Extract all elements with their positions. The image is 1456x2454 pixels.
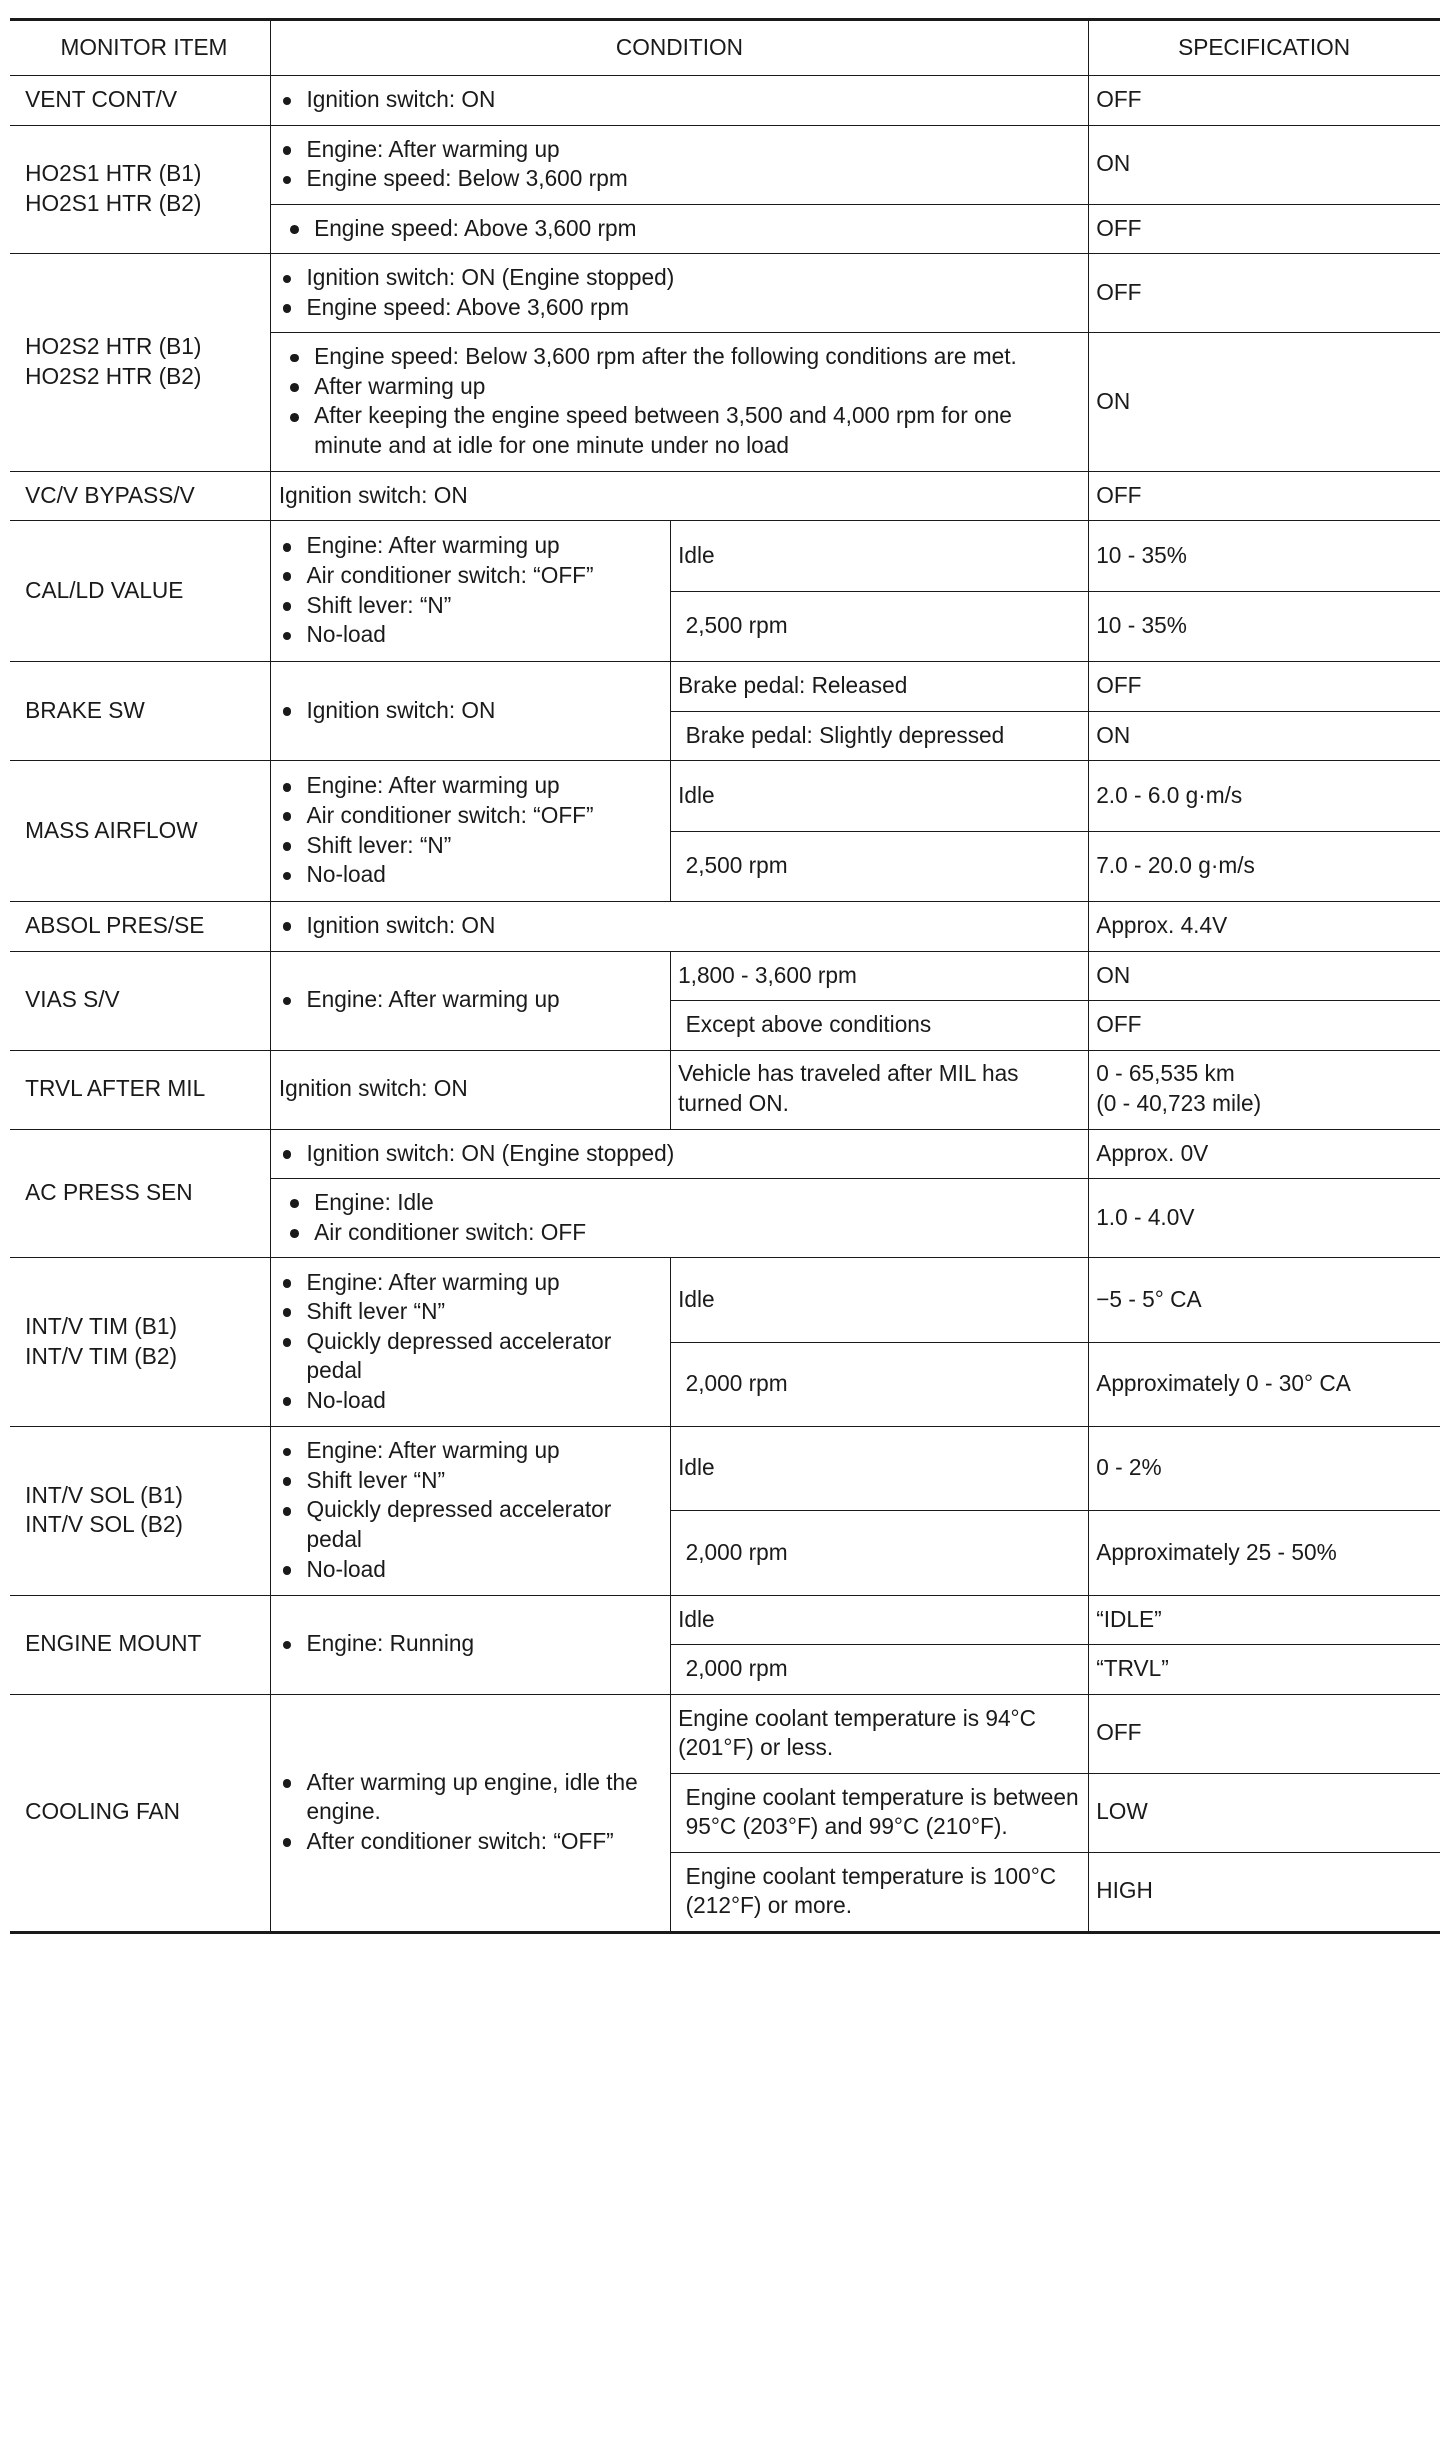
sub-condition-cell: 2,500 rpm	[670, 591, 1088, 662]
sub-condition-cell: 2,500 rpm	[670, 831, 1088, 902]
cell-line: INT/V TIM (B1)	[25, 1312, 178, 1339]
condition-cell	[271, 761, 670, 902]
sub-condition-cell: Idle	[670, 761, 1088, 832]
table-row	[10, 76, 1440, 125]
condition-list-item: Shift lever: “N”	[279, 591, 662, 621]
monitor-item-cell: VENT CONT/V	[10, 76, 271, 125]
sub-condition-cell: Brake pedal: Slightly depressed	[670, 711, 1088, 760]
condition-cell	[271, 333, 1088, 471]
condition-list-item: Engine speed: Below 3,600 rpm after the following conditions are met.	[286, 342, 1080, 372]
specification-cell: ON	[1088, 125, 1439, 204]
table-row	[10, 125, 1440, 204]
condition-cell	[271, 1179, 1088, 1258]
monitor-spec-table	[10, 18, 1440, 1934]
specification-cell: OFF	[1088, 76, 1439, 125]
monitor-item-cell: MASS AIRFLOW	[10, 761, 271, 902]
specification-cell: OFF	[1088, 662, 1439, 711]
condition-cell: Ignition switch: ON	[271, 1050, 670, 1129]
monitor-item-cell: VIAS S/V	[10, 951, 271, 1050]
condition-list	[279, 1268, 662, 1416]
table-row	[10, 1050, 1440, 1129]
monitor-item-cell: AC PRESS SEN	[10, 1129, 271, 1258]
sub-condition-cell: 2,000 rpm	[670, 1645, 1088, 1694]
specification-cell: Approximately 25 - 50%	[1088, 1511, 1439, 1595]
condition-cell	[271, 1129, 1088, 1178]
specification-cell: OFF	[1088, 1001, 1439, 1050]
sub-condition-cell: Brake pedal: Released	[670, 662, 1088, 711]
sub-condition-cell: Engine coolant temperature is 100°C (212°F) or more.	[670, 1852, 1088, 1932]
condition-list-item: No-load	[279, 1386, 662, 1416]
specification-cell: Approx. 0V	[1088, 1129, 1439, 1178]
condition-list	[279, 85, 1080, 115]
monitor-item-cell: TRVL AFTER MIL	[10, 1050, 271, 1129]
sub-condition-cell: 2,000 rpm	[670, 1511, 1088, 1595]
condition-list-item: Engine: Running	[279, 1629, 662, 1659]
condition-list-item: After keeping the engine speed between 3,500 and 4,000 rpm for one minute and at idle for one minute under no load	[286, 401, 1080, 460]
specification-cell: HIGH	[1088, 1852, 1439, 1932]
table-row	[10, 471, 1440, 520]
specification-cell: ON	[1088, 711, 1439, 760]
table-row	[10, 1129, 1440, 1178]
specification-cell: OFF	[1088, 204, 1439, 253]
specification-cell: OFF	[1088, 1694, 1439, 1773]
condition-list-item: No-load	[279, 1555, 662, 1585]
condition-list	[279, 263, 1080, 322]
condition-cell	[271, 254, 1088, 333]
specification-cell: “IDLE”	[1088, 1595, 1439, 1644]
condition-list-item: Air conditioner switch: “OFF”	[279, 561, 662, 591]
condition-list-item: Engine: After warming up	[279, 985, 662, 1015]
condition-list	[279, 1436, 662, 1584]
table-row	[10, 1258, 1440, 1342]
condition-cell	[271, 1258, 670, 1427]
condition-list-item: Ignition switch: ON	[279, 696, 662, 726]
monitor-item-cell	[10, 125, 271, 254]
condition-list	[286, 342, 1080, 460]
table-row	[10, 902, 1440, 951]
condition-list	[279, 985, 662, 1015]
condition-list-item: Engine: After warming up	[279, 771, 662, 801]
condition-list	[286, 214, 1080, 244]
condition-list-item: Engine: After warming up	[279, 531, 662, 561]
condition-list	[279, 135, 1080, 194]
condition-cell	[271, 662, 670, 761]
condition-list-item: Ignition switch: ON (Engine stopped)	[279, 263, 1080, 293]
monitor-item-cell: ENGINE MOUNT	[10, 1595, 271, 1694]
condition-cell	[271, 521, 670, 662]
condition-list-item: No-load	[279, 620, 662, 650]
cell-line: INT/V TIM (B2)	[25, 1342, 178, 1369]
condition-cell	[271, 125, 1088, 204]
cell-line: HO2S1 HTR (B1)	[25, 160, 202, 187]
specification-cell: OFF	[1088, 254, 1439, 333]
specification-cell: 10 - 35%	[1088, 521, 1439, 592]
condition-list-item: Engine speed: Below 3,600 rpm	[279, 164, 1080, 194]
condition-cell: Ignition switch: ON	[271, 471, 1088, 520]
monitor-item-cell	[10, 254, 271, 471]
condition-list-item: No-load	[279, 860, 662, 890]
condition-list-item: Engine: After warming up	[279, 135, 1080, 165]
condition-cell	[271, 1595, 670, 1694]
cell-line: HO2S2 HTR (B2)	[25, 362, 202, 389]
specification-cell: 2.0 - 6.0 g·m/s	[1088, 761, 1439, 832]
table-row	[10, 662, 1440, 711]
table-row	[10, 521, 1440, 592]
specification-cell: LOW	[1088, 1773, 1439, 1852]
cell-line: INT/V SOL (B2)	[25, 1511, 183, 1538]
condition-cell	[271, 951, 670, 1050]
table-row	[10, 1694, 1440, 1773]
condition-list-item: After conditioner switch: “OFF”	[279, 1827, 662, 1857]
header-row	[10, 19, 1440, 76]
header-monitor-item: MONITOR ITEM	[10, 19, 271, 76]
sub-condition-cell: 2,000 rpm	[670, 1342, 1088, 1426]
specification-cell: 0 - 2%	[1088, 1427, 1439, 1511]
header-condition: CONDITION	[271, 19, 1088, 76]
specification-cell: 1.0 - 4.0V	[1088, 1179, 1439, 1258]
specification-cell: −5 - 5° CA	[1088, 1258, 1439, 1342]
condition-list	[286, 1188, 1080, 1247]
monitor-item-cell: BRAKE SW	[10, 662, 271, 761]
sub-condition-cell: Idle	[670, 521, 1088, 592]
sub-condition-cell: Idle	[670, 1258, 1088, 1342]
condition-cell	[271, 902, 1088, 951]
condition-list-item: Engine: Idle	[286, 1188, 1080, 1218]
specification-cell	[1088, 1050, 1439, 1129]
monitor-item-cell: COOLING FAN	[10, 1694, 271, 1932]
table-row	[10, 761, 1440, 832]
monitor-item-cell	[10, 1427, 271, 1596]
condition-list-item: Air conditioner switch: OFF	[286, 1218, 1080, 1248]
specification-cell: ON	[1088, 951, 1439, 1000]
sub-condition-cell: Except above conditions	[670, 1001, 1088, 1050]
sub-condition-cell: Engine coolant temperature is between 95°C (203°F) and 99°C (210°F).	[670, 1773, 1088, 1852]
condition-list	[279, 1139, 1080, 1169]
cell-line: HO2S1 HTR (B2)	[25, 190, 202, 217]
condition-list-item: After warming up	[286, 372, 1080, 402]
sub-condition-cell: 1,800 - 3,600 rpm	[670, 951, 1088, 1000]
condition-cell	[271, 76, 1088, 125]
specification-cell: Approximately 0 - 30° CA	[1088, 1342, 1439, 1426]
table-row	[10, 1595, 1440, 1644]
condition-list-item: Engine speed: Above 3,600 rpm	[279, 293, 1080, 323]
condition-list-item: Air conditioner switch: “OFF”	[279, 801, 662, 831]
cell-line: HO2S2 HTR (B1)	[25, 333, 202, 360]
condition-list-item: Quickly depressed accelerator pedal	[279, 1327, 662, 1386]
table-row	[10, 1427, 1440, 1511]
specification-cell: 7.0 - 20.0 g·m/s	[1088, 831, 1439, 902]
condition-list-item: Shift lever “N”	[279, 1297, 662, 1327]
condition-list-item: After warming up engine, idle the engine.	[279, 1768, 662, 1827]
condition-list	[279, 1629, 662, 1659]
table-row	[10, 254, 1440, 333]
condition-list-item: Engine speed: Above 3,600 rpm	[286, 214, 1080, 244]
table-row	[10, 951, 1440, 1000]
condition-list-item: Engine: After warming up	[279, 1436, 662, 1466]
sub-condition-cell: Engine coolant temperature is 94°C (201°F) or less.	[670, 1694, 1088, 1773]
specification-cell: ON	[1088, 333, 1439, 471]
condition-list	[279, 696, 662, 726]
condition-list-item: Ignition switch: ON	[279, 911, 1080, 941]
condition-list	[279, 911, 1080, 941]
monitor-item-cell	[10, 1258, 271, 1427]
sub-condition-cell: Idle	[670, 1427, 1088, 1511]
specification-cell: Approx. 4.4V	[1088, 902, 1439, 951]
condition-list-item: Shift lever: “N”	[279, 831, 662, 861]
specification-cell: “TRVL”	[1088, 1645, 1439, 1694]
condition-cell	[271, 1427, 670, 1596]
monitor-item-cell: CAL/LD VALUE	[10, 521, 271, 662]
condition-list-item: Engine: After warming up	[279, 1268, 662, 1298]
condition-list	[279, 771, 662, 889]
condition-list-item: Ignition switch: ON	[279, 85, 1080, 115]
condition-list-item: Quickly depressed accelerator pedal	[279, 1495, 662, 1554]
cell-line: INT/V SOL (B1)	[25, 1481, 183, 1508]
sub-condition-cell: Idle	[670, 1595, 1088, 1644]
specification-cell: 10 - 35%	[1088, 591, 1439, 662]
condition-list	[279, 1768, 662, 1857]
condition-list-item: Shift lever “N”	[279, 1466, 662, 1496]
header-specification: SPECIFICATION	[1088, 19, 1439, 76]
cell-line: 0 - 65,535 km	[1096, 1060, 1235, 1087]
condition-cell	[271, 1694, 670, 1932]
cell-line: (0 - 40,723 mile)	[1096, 1090, 1262, 1117]
specification-cell: OFF	[1088, 471, 1439, 520]
condition-cell	[271, 204, 1088, 253]
monitor-item-cell: ABSOL PRES/SE	[10, 902, 271, 951]
condition-list-item: Ignition switch: ON (Engine stopped)	[279, 1139, 1080, 1169]
monitor-item-cell: VC/V BYPASS/V	[10, 471, 271, 520]
condition-list	[279, 531, 662, 649]
sub-condition-cell: Vehicle has traveled after MIL has turned ON.	[670, 1050, 1088, 1129]
